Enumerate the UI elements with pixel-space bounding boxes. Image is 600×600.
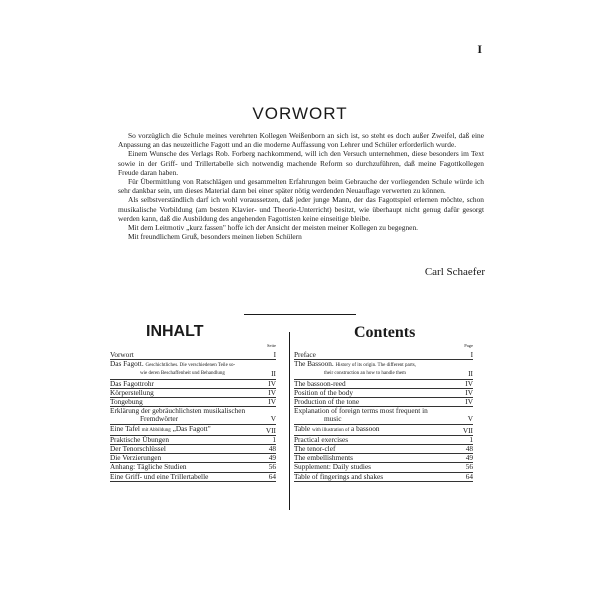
toc-entry-page: IV <box>268 378 276 388</box>
toc-entry <box>110 473 276 482</box>
toc-entry-title: The embellishments <box>294 453 353 463</box>
toc-entry-page: IV <box>465 387 473 397</box>
toc-entry-page: II <box>271 369 276 379</box>
toc-entry-title: Preface <box>294 350 316 359</box>
toc-entry-title-extra: „Das Fagott" <box>172 423 211 433</box>
preface-paragraph: Mit freundlichem Gruß, besonders meinen lieben Schülern <box>128 232 302 242</box>
toc-entry-title-extra: a bassoon <box>351 423 380 433</box>
page-column-header: Page <box>464 343 473 348</box>
toc-entry-page: 48 <box>268 444 276 454</box>
toc-entry-note: Geschichtliches. Die verschiedenen Teile so- <box>145 363 236 369</box>
toc-entry-page: IV <box>465 378 473 388</box>
toc-entry-page: 49 <box>268 453 276 463</box>
toc-entry-title: Eine Griff- und eine Trillertabelle <box>110 471 209 481</box>
toc-entry <box>110 407 276 424</box>
toc-entry-title: The bassoon-reed <box>294 378 346 388</box>
toc-entry-page: 1 <box>469 434 473 444</box>
toc-entry-subtitle: Fremdwörter <box>140 414 179 424</box>
contents-title: Contents <box>354 324 416 341</box>
toc-entry-page: 64 <box>465 471 473 481</box>
toc-entry-title: The Bassoon. <box>294 359 334 369</box>
page-number: I <box>477 42 482 56</box>
toc-entry-title: Tongebung <box>110 397 143 407</box>
preface-paragraph: Mit dem Leitmotiv „kurz fassen" hoffe ich der Ansicht der meisten meiner Kollegen zu begegnen. <box>128 223 418 233</box>
preface-paragraph: Als selbstverständlich darf ich wohl voraussetzen, daß jeder junge Mann, der das Fagottspiel erlernen möchte, schon musikalische Vorbildung (am besten Klavier- und Theorie-Unterricht) besitzt, wie überhaupt nicht genug dafür gesorgt werden kann, daß die Ausbildung des angehenden Fagottisten keine einseitige bleibe. <box>118 195 484 223</box>
toc-entry-page: II <box>468 369 473 379</box>
toc-entry-title: Anhang: Tägliche Studien <box>110 462 187 472</box>
toc-entry-title: Table <box>294 423 311 433</box>
preface-paragraph: So vorzüglich die Schule meines verehrten Kollegen Weißenborn an sich ist, so steht es doch außer Zweifel, daß eine Anpassung an das neuzeitliche Fagott und an die moderne Auffassung von Lehrer und Schüler erforderlich wurde. <box>118 131 484 150</box>
toc-entry-title: Supplement: Daily studies <box>294 462 372 472</box>
toc-entry-title: Das Fagott. <box>110 359 144 369</box>
preface-text <box>118 131 484 241</box>
toc-entry-note: mit Abbildung <box>141 427 171 433</box>
vorwort-title: VORWORT <box>252 104 348 123</box>
toc-entry-note: with illustration of <box>311 427 350 433</box>
toc-entry-page: VII <box>265 425 276 435</box>
toc-entry-page: 1 <box>272 434 276 444</box>
toc-entry-title: Table of fingerings and shakes <box>294 471 384 481</box>
toc-entry-title: The tenor-clef <box>294 444 336 454</box>
toc-entry-page: IV <box>465 397 473 407</box>
toc-entry-title: Vorwort <box>110 350 134 359</box>
toc-entry-page: I <box>470 350 473 359</box>
divider-rule <box>244 314 356 315</box>
toc-entry-subtitle: wie deren Beschaffenheit und Behandlung <box>140 371 225 377</box>
toc-entry-title: Das Fagottrohr <box>110 378 154 388</box>
column-separator <box>289 332 290 510</box>
toc-entry <box>110 360 276 379</box>
toc-entry-page: 49 <box>465 453 473 463</box>
contents-table <box>294 343 473 482</box>
toc-entry-page: V <box>270 414 276 424</box>
toc-entry-note: History of its origin. The different parts, <box>335 363 416 369</box>
toc-entry-subtitle: music <box>324 414 342 424</box>
toc-entry-title: Explanation of foreign terms most frequent in <box>294 406 428 416</box>
toc-entry-page: IV <box>268 387 276 397</box>
toc-entry-title: Die Verzierungen <box>110 453 162 463</box>
toc-entry-page: IV <box>268 397 276 407</box>
toc-entry-page: I <box>273 350 276 359</box>
toc-entry-title: Erklärung der gebräuchlichsten musikalischen <box>110 406 246 416</box>
toc-entry-subtitle: their construction an how to handle them <box>324 371 406 377</box>
toc-entry-title: Position of the body <box>294 387 353 397</box>
toc-entry <box>294 473 473 482</box>
toc-entry-title: Eine Tafel <box>110 423 140 433</box>
toc-entry-page: V <box>467 414 473 424</box>
signature: Carl Schaefer <box>424 266 485 278</box>
toc-entry-page: 64 <box>268 471 276 481</box>
toc-entry-page: 48 <box>465 444 473 454</box>
toc-entry-page: VII <box>462 425 473 435</box>
toc-entry <box>294 407 473 424</box>
toc-entry <box>294 360 473 379</box>
inhalt-title: INHALT <box>146 323 204 340</box>
preface-paragraph: Für Übermittlung von Ratschlägen und gesammelten Erfahrungen beim Gebrauche der vorliegenden Schule würde ich sehr dankbar sein, um dieses Material dann bei einer später nötig werdenden Neuauflage verwerten zu können. <box>118 177 484 196</box>
toc-entry-title: Production of the tone <box>294 397 360 407</box>
toc-entry-title: Der Tenorschlüssel <box>110 444 166 454</box>
toc-entry-page: 56 <box>465 462 473 472</box>
page-column-header: Seite <box>267 343 276 348</box>
toc-entry-title: Practical exercises <box>294 434 349 444</box>
toc-entry-title: Körperstellung <box>110 387 154 397</box>
toc-entry-title: Praktische Übungen <box>110 434 169 444</box>
toc-entry-page: 56 <box>268 462 276 472</box>
preface-paragraph: Einem Wunsche des Verlags Rob. Forberg nachkommend, will ich den Versuch unternehmen, diese besonders im Text sowie in der Griff- und Trillertabelle sich notwendig machende Reform so durchzuführen, daß meine Fagottkollegen Freude daran haben. <box>118 149 484 177</box>
inhalt-table <box>110 343 276 482</box>
